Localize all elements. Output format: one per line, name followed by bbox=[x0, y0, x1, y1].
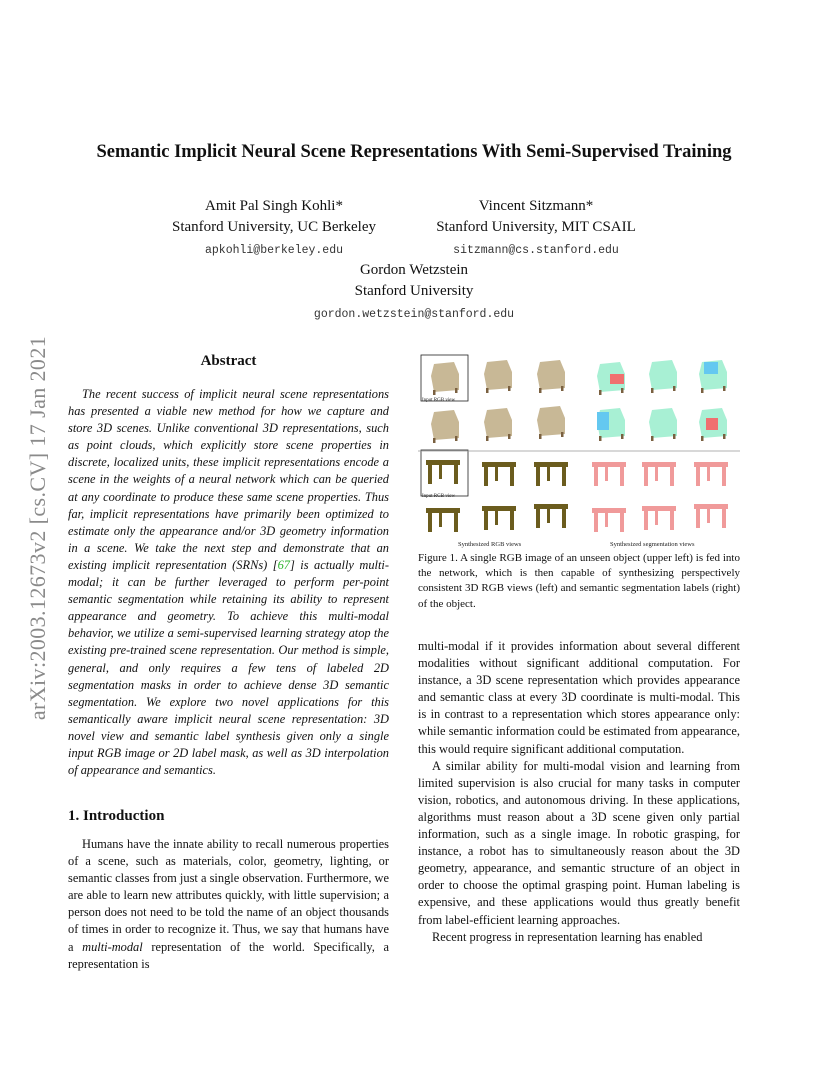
paragraph: Recent progress in representation learning has enabled bbox=[432, 929, 703, 944]
author-name: Vincent Sitzmann* bbox=[478, 198, 594, 214]
author-email[interactable]: gordon.wetzstein@stanford.edu bbox=[313, 308, 515, 321]
author-name: Gordon Wetzstein bbox=[359, 262, 469, 278]
input-view-label: Input RGB view bbox=[422, 494, 456, 499]
author-block bbox=[420, 196, 652, 261]
arxiv-stamp: arXiv:2003.12673v2 [cs.CV] 17 Jan 2021 bbox=[25, 335, 50, 721]
figure-caption: Figure 1. A single RGB image of an unseen object (upper left) is fed into the network, which is then capable of synthesizing perspectively consistent 3D RGB views (left) and semantic segmentation labels (right) of the object. bbox=[418, 552, 740, 610]
intro-text: representation of the world. Specifically, a representation is bbox=[68, 939, 389, 971]
author-affiliation: Stanford University bbox=[354, 283, 474, 299]
section-heading: 1. Introduction bbox=[68, 808, 165, 824]
intro-emphasis: multi-modal bbox=[82, 939, 143, 954]
input-view-label: Input RGB view bbox=[422, 398, 456, 403]
right-column-body bbox=[418, 638, 740, 946]
author-email[interactable]: apkohli@berkeley.edu bbox=[204, 244, 344, 257]
citation-link[interactable]: 67 bbox=[277, 557, 290, 572]
paragraph: A similar ability for multi-modal vision and learning from limited supervision is also crucial for many tasks in computer vision, robotics, and autonomous driving. In these applications, algorithms must reason about a 3D scene given only partial information, such as a single image. In robotic grasping, for instance, a robot has to simultaneously reason about the 3D geometry, appearance, and semantic structure of an object in order to choose the optimal grasping point. Human labeling is expensive, and these applications would thus greatly benefit from label-efficient learning approaches. bbox=[418, 758, 740, 927]
paragraph: multi-modal if it provides information about several different modalities without significant additional computation. For instance, a 3D scene representation which provides appearance and semantic class at every 3D coordinate is multi-modal. This is in contrast to a representation which stores appearance only: while semantic information could be estimated from appearance, this would require significant additional computation. bbox=[418, 639, 740, 756]
author-block bbox=[280, 260, 548, 325]
intro-text: Humans have the innate ability to recall numerous properties of a scene, such as materials, color, geometry, lighting, or semantic classes from just a single observation. Furthermore, we are able to learn new attributes quickly, with little supervision; a person does not need to be told the name of an object thousands of times in order to recognize it. Thus, we say that humans have a bbox=[68, 837, 389, 954]
figure-image bbox=[418, 352, 740, 549]
author-block bbox=[150, 196, 398, 261]
intro-body bbox=[68, 836, 389, 973]
abstract-text: The recent success of implicit neural scene representations has presented a viable new method for how we capture and store 3D scenes. Unlike conventional 3D representations, such as point clouds, which explicitly store scene properties in discrete, localized units, these implicit representations encode a scene in the weights of a neural network which can be queried at any coordinate to produce these same scene properties. Thus far, implicit representations have primarily been optimized to estimate only the appearance and/or 3D geometry information in a scene. We take the next step and demonstrate that an existing implicit representation (SRNs) [ bbox=[68, 387, 389, 572]
author-name: Amit Pal Singh Kohli* bbox=[205, 198, 343, 214]
paper-title: Semantic Implicit Neural Scene Representations With Semi-Supervised Training bbox=[96, 142, 732, 162]
author-affiliation: Stanford University, MIT CSAIL bbox=[436, 219, 636, 235]
figure-1 bbox=[418, 352, 740, 549]
abstract-body bbox=[68, 386, 389, 779]
author-email[interactable]: sitzmann@cs.stanford.edu bbox=[453, 244, 619, 257]
abstract-heading: Abstract bbox=[200, 353, 257, 369]
seg-views-label: Synthesized segmentation views bbox=[610, 541, 695, 548]
author-affiliation: Stanford University, UC Berkeley bbox=[172, 219, 376, 235]
rgb-views-label: Synthesized RGB views bbox=[458, 541, 522, 548]
abstract-text: ] is actually multi-modal; it can be further leveraged to perform per-point semantic segmentation while retaining its ability to represent appearance and geometry. To achieve this multi-modal behavior, we utilize a semi-supervised learning strategy atop the existing pre-trained scene representation. Our method is simple, general, and only requires a few tens of labeled 2D segmentation masks in order to achieve dense 3D semantic segmentation. We explore two novel applications for this semantically aware implicit neural scene representation: 3D novel view and semantic label synthesis given only a single input RGB image or 2D label mask, as well as 3D interpolation of appearance and semantics. bbox=[68, 557, 389, 778]
